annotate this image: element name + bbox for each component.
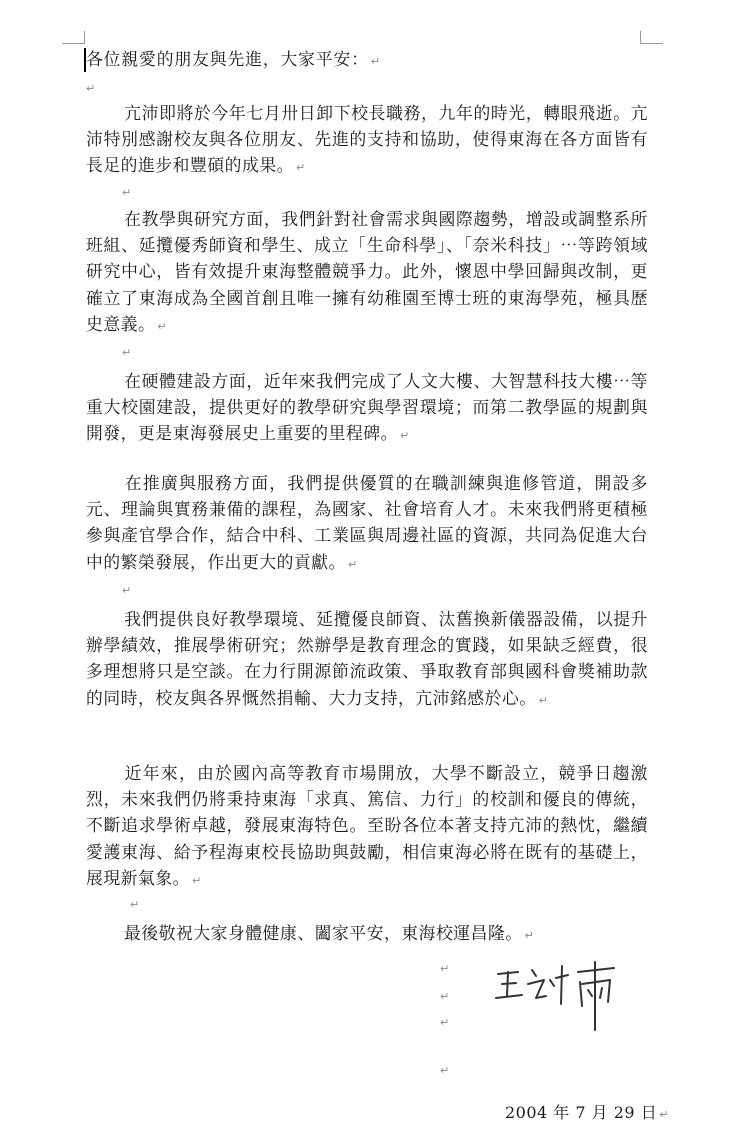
salutation: 各位親愛的朋友與先進，大家平安：: [86, 49, 369, 69]
paragraph-4[interactable]: [86, 470, 648, 578]
paragraph-2[interactable]: [86, 206, 648, 340]
paragraph-6-text: 近年來，由於國內高等教育市場開放，大學不斷設立，競爭日趨激烈，未來我們仍將秉持東海「求真、篤信、力行」的校訓和優良的傳統，不斷追求學術卓越，發展東海特色。至盼各位本著支持亢沛的熱忱，繼續愛護東海、給予程海東校長協助與鼓勵，相信東海必將在既有的基礎上，展現新氣象。: [86, 763, 648, 888]
paragraph-7-text: 最後敬祝大家身體健康、闔家平安，東海校運昌隆。: [124, 923, 523, 943]
empty-paragraph-mark: ↵: [440, 1016, 450, 1029]
empty-paragraph-mark: ↵: [122, 584, 132, 597]
page-corner-top-left: [62, 31, 85, 44]
empty-paragraph-mark: ↵: [130, 898, 140, 911]
salutation-line[interactable]: [86, 46, 648, 75]
paragraph-mark: ↵: [192, 873, 202, 887]
paragraph-mark: ↵: [399, 429, 410, 443]
letter-date: 2004 年 7 月 29 日: [505, 1103, 658, 1122]
page-corner-top-right: [640, 31, 663, 44]
paragraph-5-text: 我們提供良好教學環境、延攬優良師資、汰舊換新儀器設備，以提升辦學績效，推展學術研究；然辦學是教育理念的實踐，如果缺乏經費，很多理想將只是空談。在力行開源節流政策、爭取教育部與國科會獎補助款的同時，校友與各界慨然捐輸、大力支持，亢沛銘感於心。: [86, 609, 648, 708]
empty-paragraph-mark: ↵: [440, 1064, 450, 1077]
paragraph-3[interactable]: [86, 368, 648, 450]
empty-paragraph-mark: ↵: [440, 962, 450, 975]
date-line: [505, 1100, 669, 1123]
paragraph-2-text: 在教學與研究方面，我們針對社會需求與國際趨勢，增設或調整系所班組、延攬優秀師資和學生、成立「生命科學」、「奈米科技」⋯等跨領域研究中心，皆有效提升東海整體競爭力。此外，懷恩中學回歸與改制，更確立了東海成為全國首創且唯一擁有幼稚園至博士班的東海學苑，極具歷史意義。: [86, 209, 648, 334]
paragraph-1-text: 亢沛即將於今年七月卅日卸下校長職務，九年的時光，轉眼飛逝。亢沛特別感謝校友與各位朋友、先進的支持和協助，使得東海在各方面皆有長足的進步和豐碩的成果。: [86, 103, 648, 176]
paragraph-1[interactable]: [86, 100, 648, 182]
paragraph-mark: ↵: [659, 1108, 669, 1121]
paragraph-mark: ↵: [524, 929, 535, 942]
paragraph-6[interactable]: [86, 760, 648, 894]
paragraph-7[interactable]: [86, 920, 648, 949]
empty-paragraph-mark: ↵: [86, 82, 96, 95]
paragraph-3-text: 在硬體建設方面，近年來我們完成了人文大樓、大智慧科技大樓⋯等重大校園建設，提供更好的教學研究與學習環境；而第二教學區的規劃與開發，更是東海發展史上重要的里程碑。: [86, 371, 648, 444]
paragraph-mark: ↵: [370, 55, 382, 68]
handwritten-signature: [492, 958, 632, 1038]
empty-paragraph-mark: ↵: [122, 186, 132, 199]
paragraph-mark: ↵: [347, 557, 358, 571]
paragraph-4-text: 在推廣與服務方面，我們提供優質的在職訓練與進修管道，開設多元、理論與實務兼備的課程，為國家、社會培育人才。未來我們將更積極參與產官學合作，結合中科、工業區與周邊社區的資源，共同為促進大台中的繁榮發展，作出更大的貢獻。: [86, 473, 648, 572]
empty-paragraph-mark: ↵: [122, 346, 132, 359]
paragraph-mark: ↵: [538, 693, 549, 707]
paragraph-5[interactable]: [86, 606, 648, 714]
empty-paragraph-mark: ↵: [440, 990, 450, 1003]
paragraph-mark: ↵: [295, 161, 306, 175]
paragraph-mark: ↵: [157, 319, 168, 333]
